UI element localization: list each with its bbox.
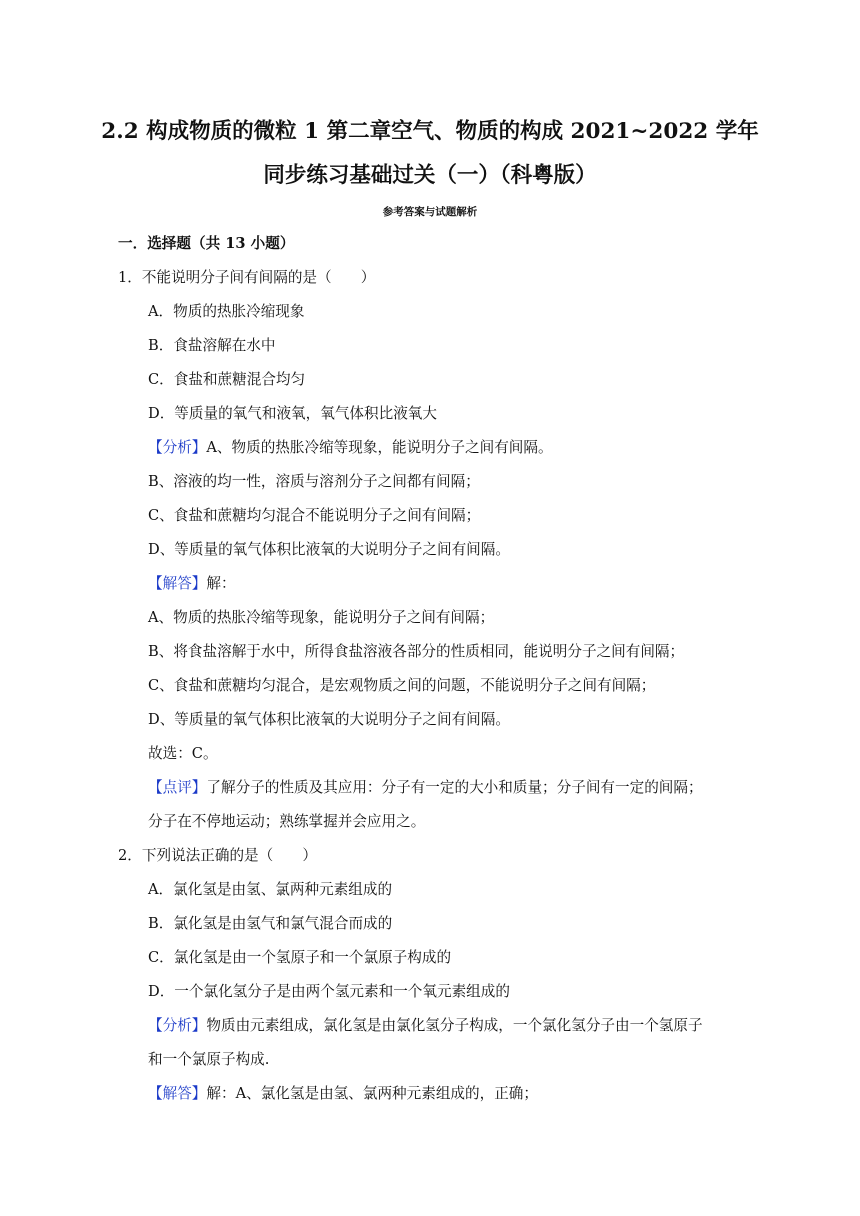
question-1-analysis-line-2: B、溶液的均一性，溶质与溶剂分子之间都有间隔；	[148, 473, 480, 490]
question-1-answer: 故选：C。	[148, 745, 218, 762]
document-subtitle: 参考答案与试题解析	[382, 206, 478, 218]
solution-text: 解：A、氯化氢是由氢、氯两种元素组成的，正确；	[206, 1085, 538, 1102]
question-1-analysis-line-1	[148, 438, 553, 458]
question-1-solution-line-1: A、物质的热胀冷缩等现象，能说明分子之间有间隔；	[148, 609, 495, 626]
document-title-line-2: 同步练习基础过关（一）（科粤版）	[263, 163, 597, 188]
question-1-analysis-line-4: D、等质量的氧气体积比液氧的大说明分子之间有间隔。	[148, 541, 510, 558]
question-1-comment-line-1	[148, 778, 703, 798]
analysis-text: A、物质的热胀冷缩等现象，能说明分子之间有间隔。	[206, 439, 553, 456]
question-1-solution-header	[148, 574, 236, 594]
question-2-analysis-line-1	[148, 1016, 703, 1036]
question-1-solution-line-4: D、等质量的氧气体积比液氧的大说明分子之间有间隔。	[148, 711, 510, 728]
question-2-option-b: B．氯化氢是由氢气和氯气混合而成的	[148, 915, 393, 932]
question-2-solution-line-1	[148, 1084, 538, 1104]
question-1-option-d: D．等质量的氧气和液氧，氧气体积比液氧大	[148, 405, 437, 422]
question-1-comment-line-2: 分子在不停地运动；熟练掌握并会应用之。	[148, 813, 426, 830]
comment-text: 了解分子的性质及其应用：分子有一定的大小和质量；分子间有一定的间隔；	[206, 779, 703, 796]
analysis-text: 物质由元素组成，氯化氢是由氯化氢分子构成，一个氯化氢分子由一个氢原子	[206, 1017, 703, 1034]
question-1-option-b: B．食盐溶解在水中	[148, 337, 276, 354]
solution-text: 解：	[206, 575, 236, 592]
question-2-option-a: A．氯化氢是由氢、氯两种元素组成的	[148, 881, 393, 898]
analysis-tag: 【分析】	[148, 1017, 207, 1034]
question-1-stem: 1．不能说明分子间有间隔的是（ ）	[118, 269, 376, 286]
question-1-option-a: A．物质的热胀冷缩现象	[148, 303, 305, 320]
question-2-option-c: C．氯化氢是由一个氢原子和一个氯原子构成的	[148, 949, 452, 966]
solution-tag: 【解答】	[148, 1085, 207, 1102]
question-1-option-c: C．食盐和蔗糖混合均匀	[148, 371, 306, 388]
question-1-analysis-line-3: C、食盐和蔗糖均匀混合不能说明分子之间有间隔；	[148, 507, 481, 524]
section-heading: 一．选择题（共 13 小题）	[118, 235, 295, 252]
analysis-tag: 【分析】	[148, 439, 207, 456]
document-title-line-1: 2.2 构成物质的微粒 1 第二章空气、物质的构成 2021~2022 学年	[101, 119, 759, 144]
question-2-option-d: D．一个氯化氢分子是由两个氢元素和一个氧元素组成的	[148, 983, 510, 1000]
question-1-solution-line-3: C、食盐和蔗糖均匀混合，是宏观物质之间的问题，不能说明分子之间有间隔；	[148, 677, 656, 694]
question-2-stem: 2．下列说法正确的是（ ）	[118, 847, 318, 864]
question-2-analysis-line-2: 和一个氯原子构成.	[148, 1051, 270, 1068]
comment-tag: 【点评】	[148, 779, 207, 796]
question-1-solution-line-2: B、将食盐溶解于水中，所得食盐溶液各部分的性质相同，能说明分子之间有间隔；	[148, 643, 685, 660]
solution-tag: 【解答】	[148, 575, 207, 592]
